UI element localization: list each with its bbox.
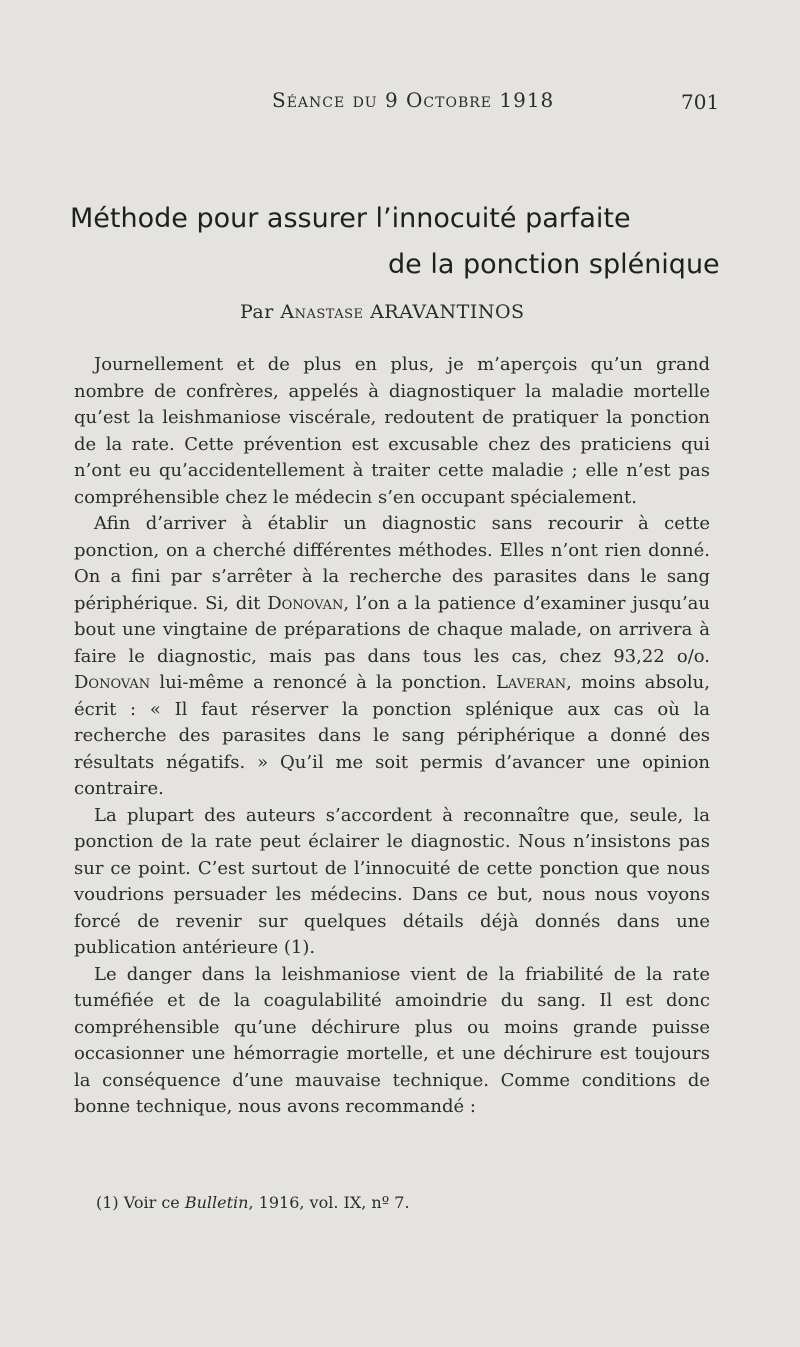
paragraph-4: Le danger dans la leishmaniose vient de la friabilité de la rate tuméfiée et de la coagulabilité amoindrie du sang. Il est donc compréhensible qu’une déchirure plus ou moins grande puisse occasionner une hémorragie mortelle, et une déchirure est toujours la conséquence d’une mauvaise technique. Comme conditions de bonne technique, nous avons recommandé : <box>74 963 710 1117</box>
running-head: Séance du 9 Octobre 1918 <box>272 88 555 112</box>
author-ref-laveran: Laveran <box>495 672 567 693</box>
paragraph-2-text-d: , moins absolu, écrit : « Il faut réserver la ponction splénique aux cas où la recherche des parasites dans le sang périphérique a donné des résultats négatifs. » Qu’il me soit permis d’avancer une opinion contraire. <box>74 672 710 799</box>
title-line-1: Méthode pour assurer l’innocuité parfaite <box>70 203 631 234</box>
byline-prefix: Par <box>240 301 274 323</box>
title-line-2: de la ponction splénique <box>388 249 720 280</box>
footnote-text-a: Voir ce <box>123 1193 180 1212</box>
author-last-name: ARAVANTINOS <box>370 301 525 323</box>
author-first-name: Anastase <box>280 301 364 323</box>
footnote-marker: (1) <box>96 1193 119 1212</box>
author-ref-donovan: Donovan <box>267 592 344 614</box>
footnote <box>96 1193 410 1212</box>
paragraph-3: La plupart des auteurs s’accordent à reconnaître que, seule, la ponction de la rate peut éclairer le diagnostic. Nous n’insistons pas sur ce point. C’est surtout de l’innocuité de cette ponction que nous voudrions persuader les médecins. Dans ce but, nous nous voyons forcé de revenir sur quelques détails déjà donnés dans une publication antérieure (1). <box>74 804 710 958</box>
author-ref-donovan-2: Donovan <box>74 672 151 693</box>
paragraph-1: Journellement et de plus en plus, je m’aperçois qu’un grand nombre de confrères, appelés à diagnostiquer la maladie mortelle qu’est la leishmaniose viscérale, redoutent de pratiquer la ponction de la rate. Cette prévention est excusable chez des praticiens qui n’ont eu qu’accidentellement à traiter cette maladie ; elle n’est pas compréhensible chez le médecin s’en occupant spécialement. <box>74 354 710 508</box>
footnote-journal: Bulletin <box>184 1193 249 1212</box>
paragraph-2-text-a: Afin d’arriver à établir un diagnostic sans recourir à cette ponction, on a cherché différentes méthodes. Elles n’ont rien donné. On a fini par s’arrêter à la recherche des parasites dans le sang périphérique. Si, dit <box>74 513 710 614</box>
article-title <box>70 196 720 288</box>
paragraph-2-text-c: lui-même a renoncé à la ponction. <box>150 672 496 693</box>
paragraph-2-text-b: , l’on a la patience d’examiner jusqu’au bout une vingtaine de préparations de chaque malade, on arrivera à faire le diagnostic, mais pas dans tous les cas, chez 93,22 o/o. <box>74 592 710 667</box>
footnote-text-b: , 1916, vol. IX, nº 7. <box>248 1193 410 1212</box>
paragraph-2 <box>74 511 710 803</box>
author-byline <box>240 301 525 323</box>
page-number: 701 <box>681 90 720 114</box>
article-body <box>74 352 710 1121</box>
